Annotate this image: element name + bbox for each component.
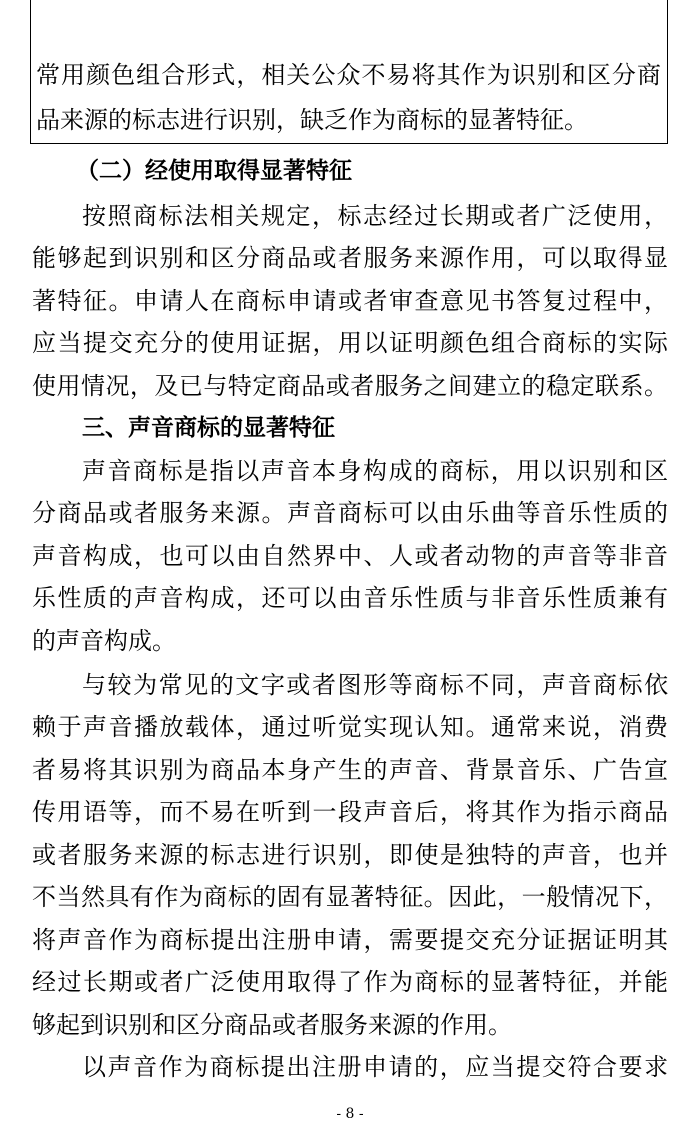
text-line: 声音构成，也可以由自然界中、人或者动物的声音等非音 <box>32 542 670 570</box>
text-line: 按照商标法相关规定，标志经过长期或者广泛使用， <box>82 202 670 230</box>
text-line: 或者服务来源的标志进行识别，即使是独特的声音，也并 <box>32 841 670 869</box>
text-line: 与较为常见的文字或者图形等商标不同，声音商标依 <box>82 671 670 699</box>
text-line: 传用语等，而不易在听到一段声音后，将其作为指示商品 <box>32 798 670 826</box>
text-line: 不当然具有作为商标的固有显著特征。因此，一般情况下， <box>32 883 669 911</box>
text-line: 经过长期或者广泛使用取得了作为商标的显著特征，并能 <box>32 968 670 996</box>
section-heading-3: 三、声音商标的显著特征 <box>82 415 335 441</box>
text-line: 乐性质的声音构成，还可以由音乐性质与非音乐性质兼有 <box>32 584 670 612</box>
section-heading-2: （二）经使用取得显著特征 <box>76 158 352 184</box>
text-line: 够起到识别和区分商品或者服务来源的作用。 <box>32 1011 512 1039</box>
text-line: 者易将其识别为商品本身产生的声音、背景音乐、广告宣 <box>32 756 670 784</box>
text-line: 的声音构成。 <box>32 627 176 655</box>
page-number: - 8 - <box>336 1106 364 1122</box>
text-line: 应当提交充分的使用证据，用以证明颜色组合商标的实际 <box>32 329 670 357</box>
text-line: 著特征。申请人在商标申请或者审查意见书答复过程中， <box>32 287 670 315</box>
boxed-excerpt <box>30 0 668 144</box>
text-line: 将声音作为商标提出注册申请，需要提交充分证据证明其 <box>32 926 670 954</box>
text-line: 声音商标是指以声音本身构成的商标，用以识别和区 <box>82 457 670 485</box>
text-line: 品来源的标志进行识别，缺乏作为商标的显著特征。 <box>36 106 588 134</box>
text-line: 赖于声音播放载体，通过听觉实现认知。通常来说，消费 <box>32 713 670 741</box>
text-line: 分商品或者服务来源。声音商标可以由乐曲等音乐性质的 <box>32 499 670 527</box>
text-line: 以声音作为商标提出注册申请的，应当提交符合要求 <box>82 1053 670 1081</box>
text-line: 常用颜色组合形式，相关公众不易将其作为识别和区分商 <box>36 61 662 89</box>
text-line: 能够起到识别和区分商品或者服务来源作用，可以取得显 <box>32 244 670 272</box>
text-line: 使用情况，及已与特定商品或者服务之间建立的稳定联系。 <box>32 372 669 400</box>
